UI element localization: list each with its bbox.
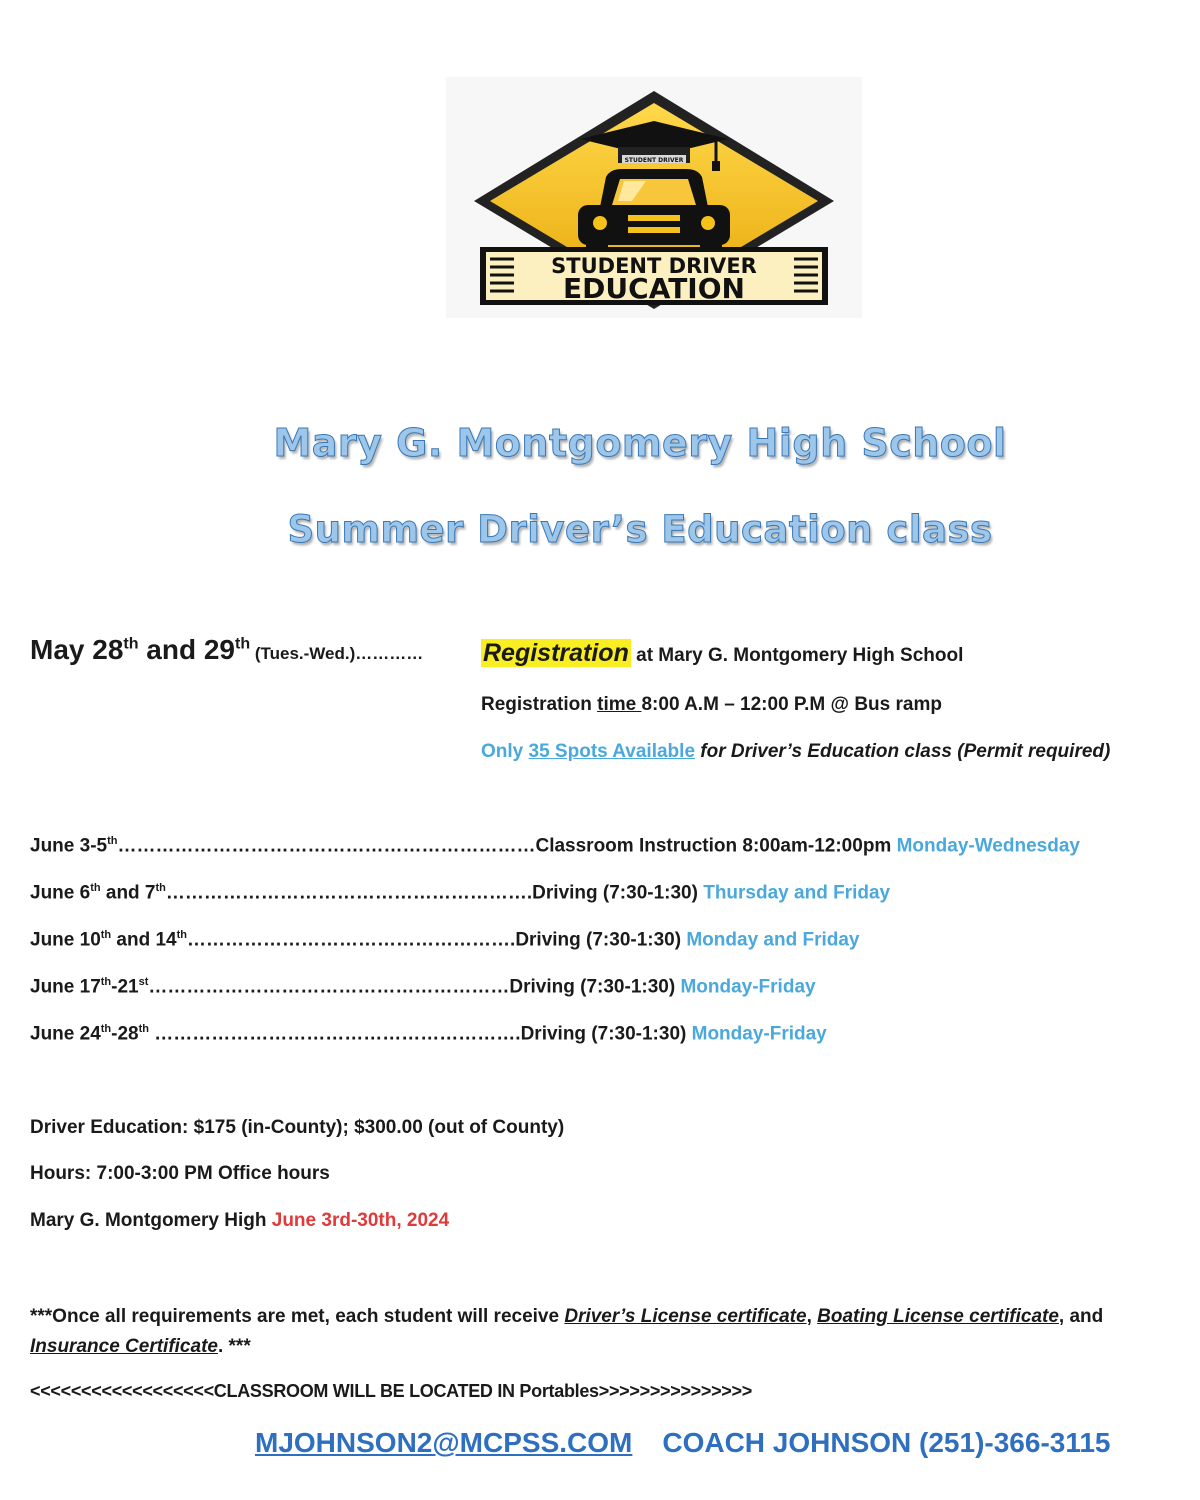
fee-info: Driver Education: $175 (in-County); $300.00 (out of County) [30,1117,565,1138]
classroom-location: <<<<<<<<<<<<<<<<<<CLASSROOM WILL BE LOCATED IN Portables>>>>>>>>>>>>>>> [30,1381,752,1401]
svg-text:STUDENT DRIVER: STUDENT DRIVER [624,157,684,164]
school-dates: Mary G. Montgomery High June 3rd-30th, 2024 [30,1210,450,1231]
office-hours: Hours: 7:00-3:00 PM Office hours [30,1163,330,1184]
student-driver-logo [446,77,862,318]
contact-line [255,1427,1111,1459]
requirements-note: ***Once all requirements are met, each student will receive Driver’s License certificate, Boating License certificate, and Insurance Certificate. *** [30,1306,1104,1357]
registration-dates: May 28th and 29th (Tues.-Wed.)………… [30,634,424,665]
logo-line2: EDUCATION [563,272,745,305]
class-title: Summer Driver’s Education class [287,508,993,551]
coach-phone: COACH JOHNSON (251)-366-3115 [662,1427,1111,1458]
logo-graphic [446,77,862,318]
schedule-row: June 17th-21st…………………………………………………Driving (7:30-1:30) Monday-Friday [30,976,816,998]
email-link[interactable]: MJOHNSON2@MCPSS.COM [255,1427,633,1458]
spots-available-link: 35 Spots Available [528,741,696,762]
registration-highlight: Registration [483,639,629,667]
schedule-row: June 6th and 7th………………………………………………….Driving (7:30-1:30) Thursday and Friday [30,882,891,904]
registration-line: Registration at Mary G. Montgomery High School [483,639,964,667]
logo-line1: STUDENT DRIVER [551,254,757,278]
school-title: Mary G. Montgomery High School [273,421,1007,465]
registration-spots: Only 35 Spots Available for Driver’s Education class (Permit required) [481,741,1111,762]
schedule-row: June 24th-28th ………………………………………………….Driving (7:30-1:30) Monday-Friday [30,1023,827,1045]
schedule-row: June 3-5th…………………………………………………………Classroom Instruction 8:00am-12:00pm Monday-Wednesday [30,835,1080,857]
registration-time: Registration time 8:00 A.M – 12:00 P.M @ Bus ramp [481,694,942,715]
schedule-row: June 10th and 14th…………………………………………….Driving (7:30-1:30) Monday and Friday [30,929,860,951]
